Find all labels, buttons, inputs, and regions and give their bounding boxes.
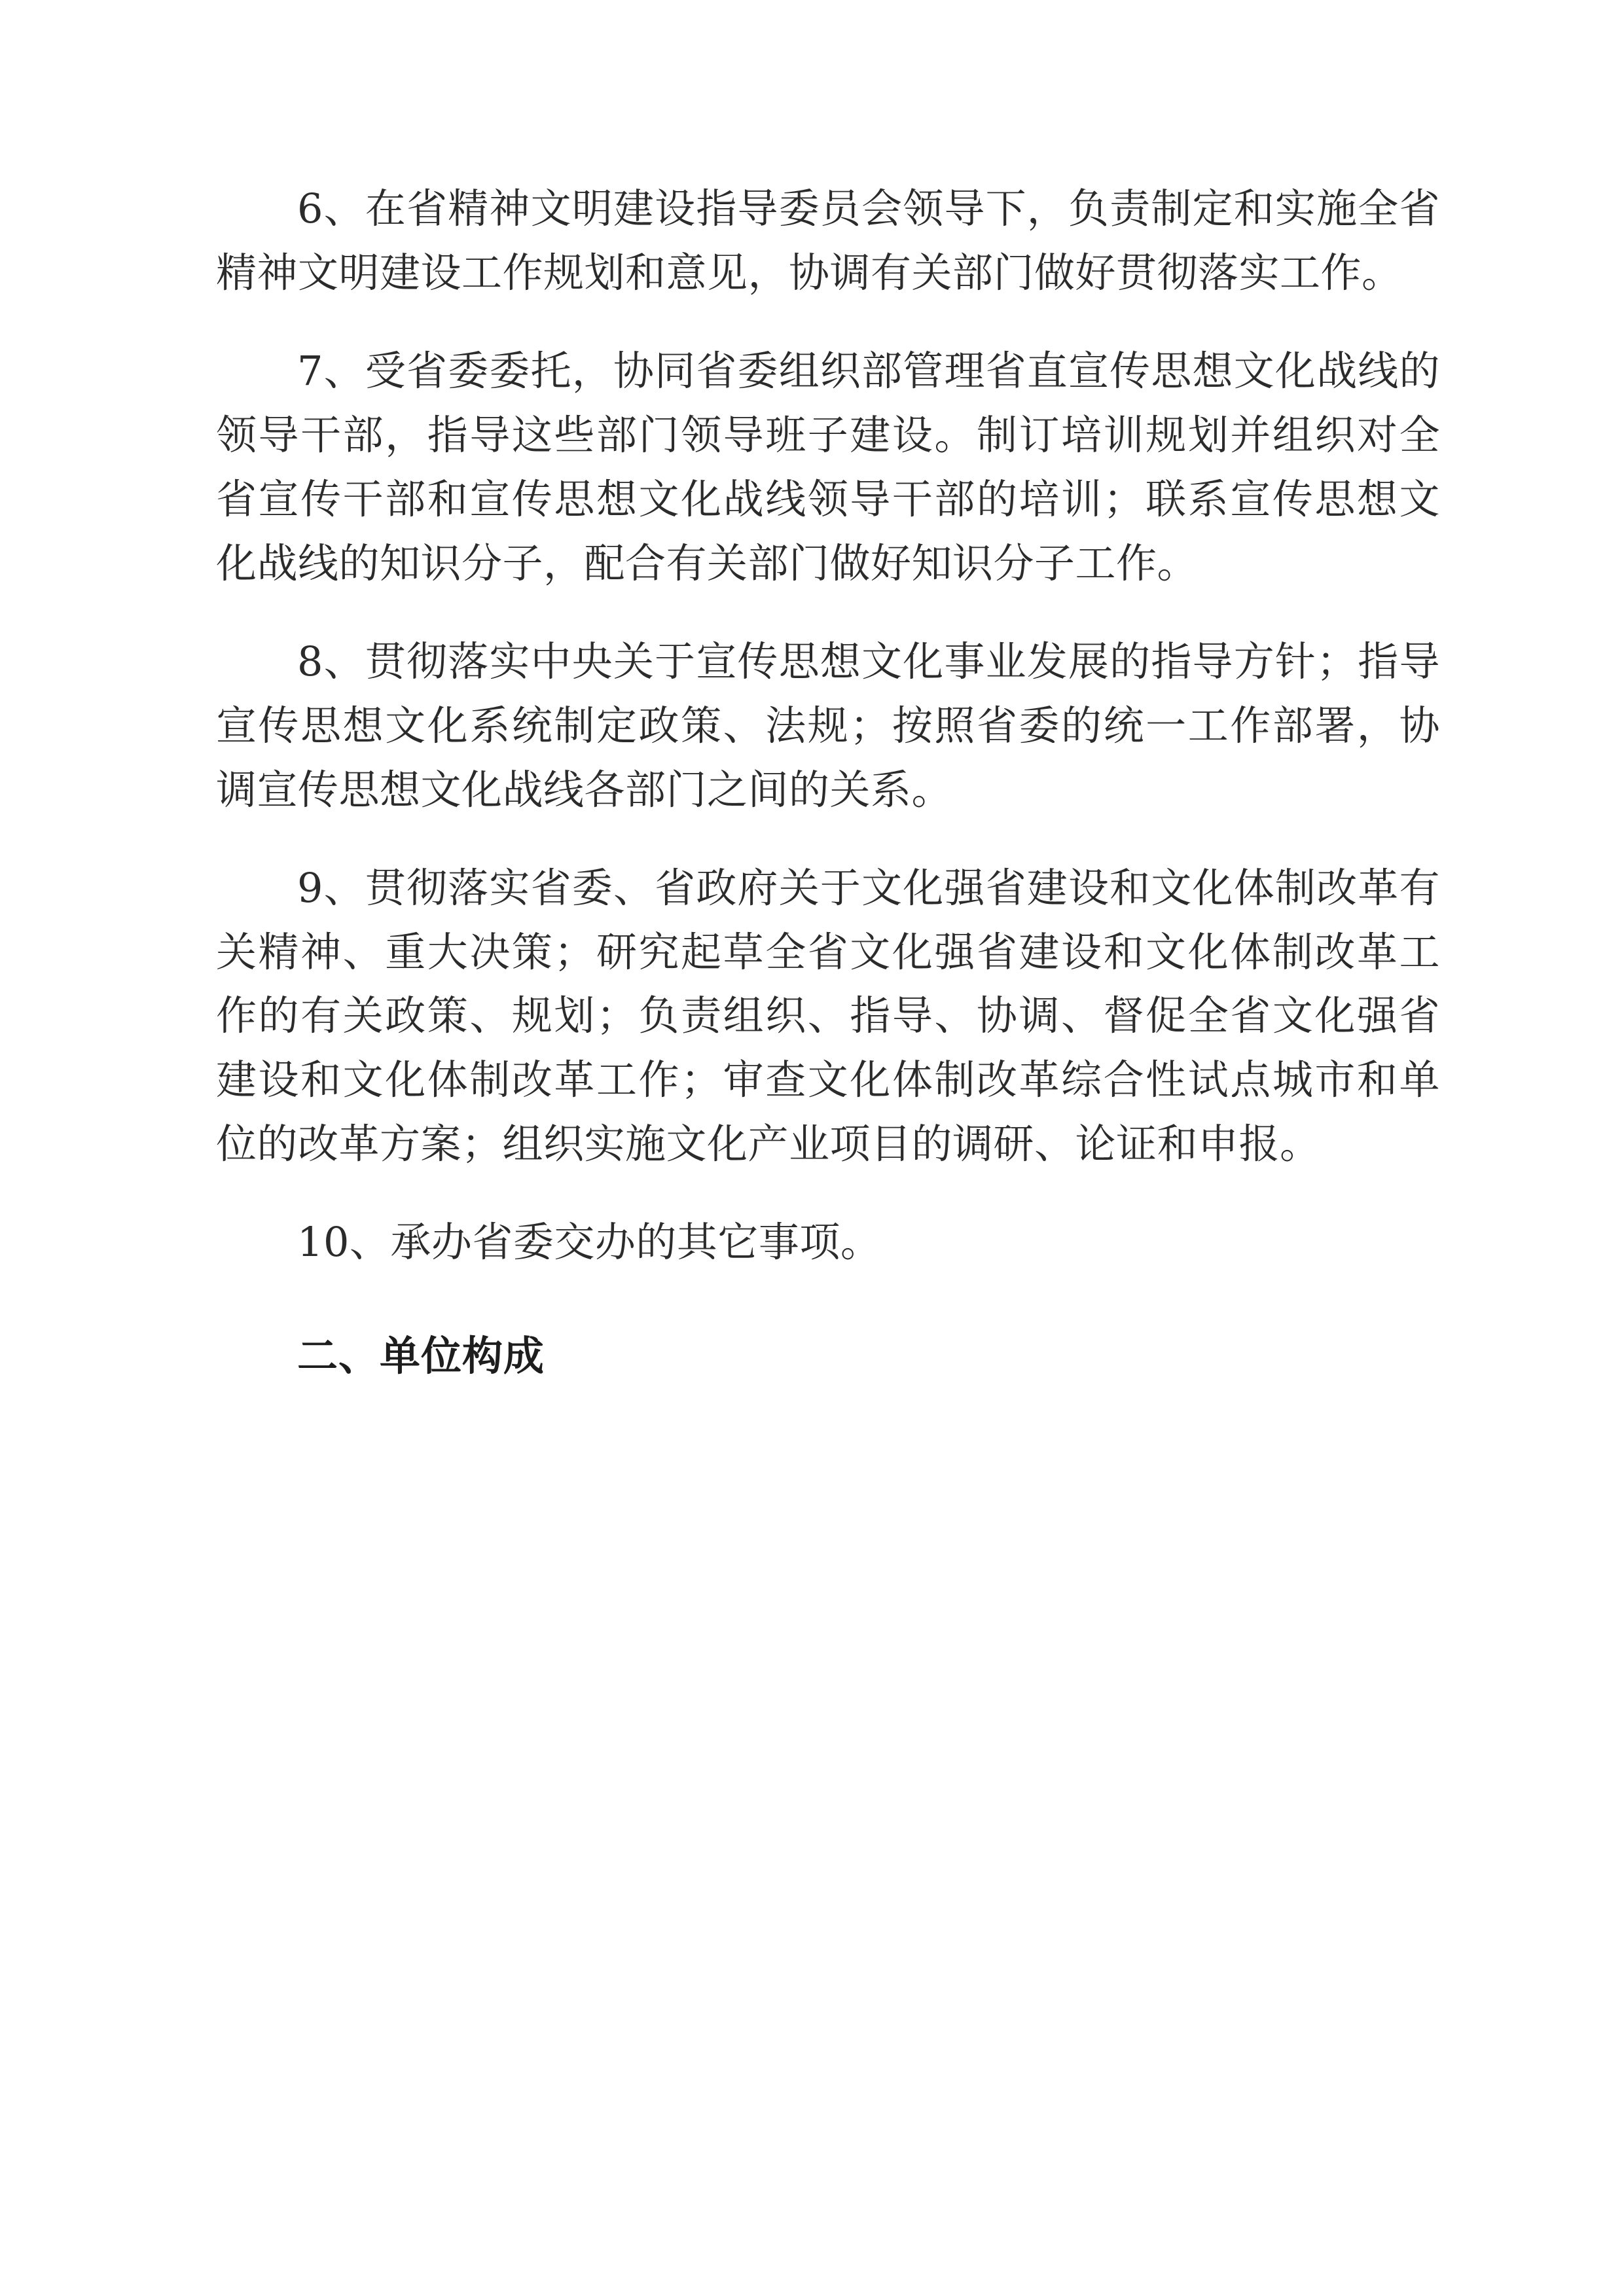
paragraph-item-6: 6、在省精神文明建设指导委员会领导下，负责制定和实施全省精神文明建设工作规划和意见，协调有关部门做好贯彻落实工作。 [216,185,1440,296]
paragraph-item-8: 8、贯彻落实中央关于宣传思想文化事业发展的指导方针；指导宣传思想文化系统制定政策、法规；按照省委的统一工作部署，协调宣传思想文化战线各部门之间的关系。 [216,637,1440,814]
paragraph-item-7: 7、受省委委托，协同省委组织部管理省直宣传思想文化战线的领导干部，指导这些部门领导班子建设。制订培训规划并组织对全省宣传干部和宣传思想文化战线领导干部的培训；联系宣传思想文化战线的知识分子，配合有关部门做好知识分子工作。 [216,346,1440,587]
paragraph-item-10: 10、承办省委交办的其它事项。 [297,1218,882,1266]
section-heading: 二、单位构成 [297,1332,545,1380]
document-body [216,177,1440,1386]
paragraph-item-9: 9、贯彻落实省委、省政府关于文化强省建设和文化体制改革有关精神、重大决策；研究起草全省文化强省建设和文化体制改革工作的有关政策、规划；负责组织、指导、协调、督促全省文化强省建设和文化体制改革工作；审查文化体制改革综合性试点城市和单位的改革方案；组织实施文化产业项目的调研、论证和申报。 [216,863,1440,1168]
